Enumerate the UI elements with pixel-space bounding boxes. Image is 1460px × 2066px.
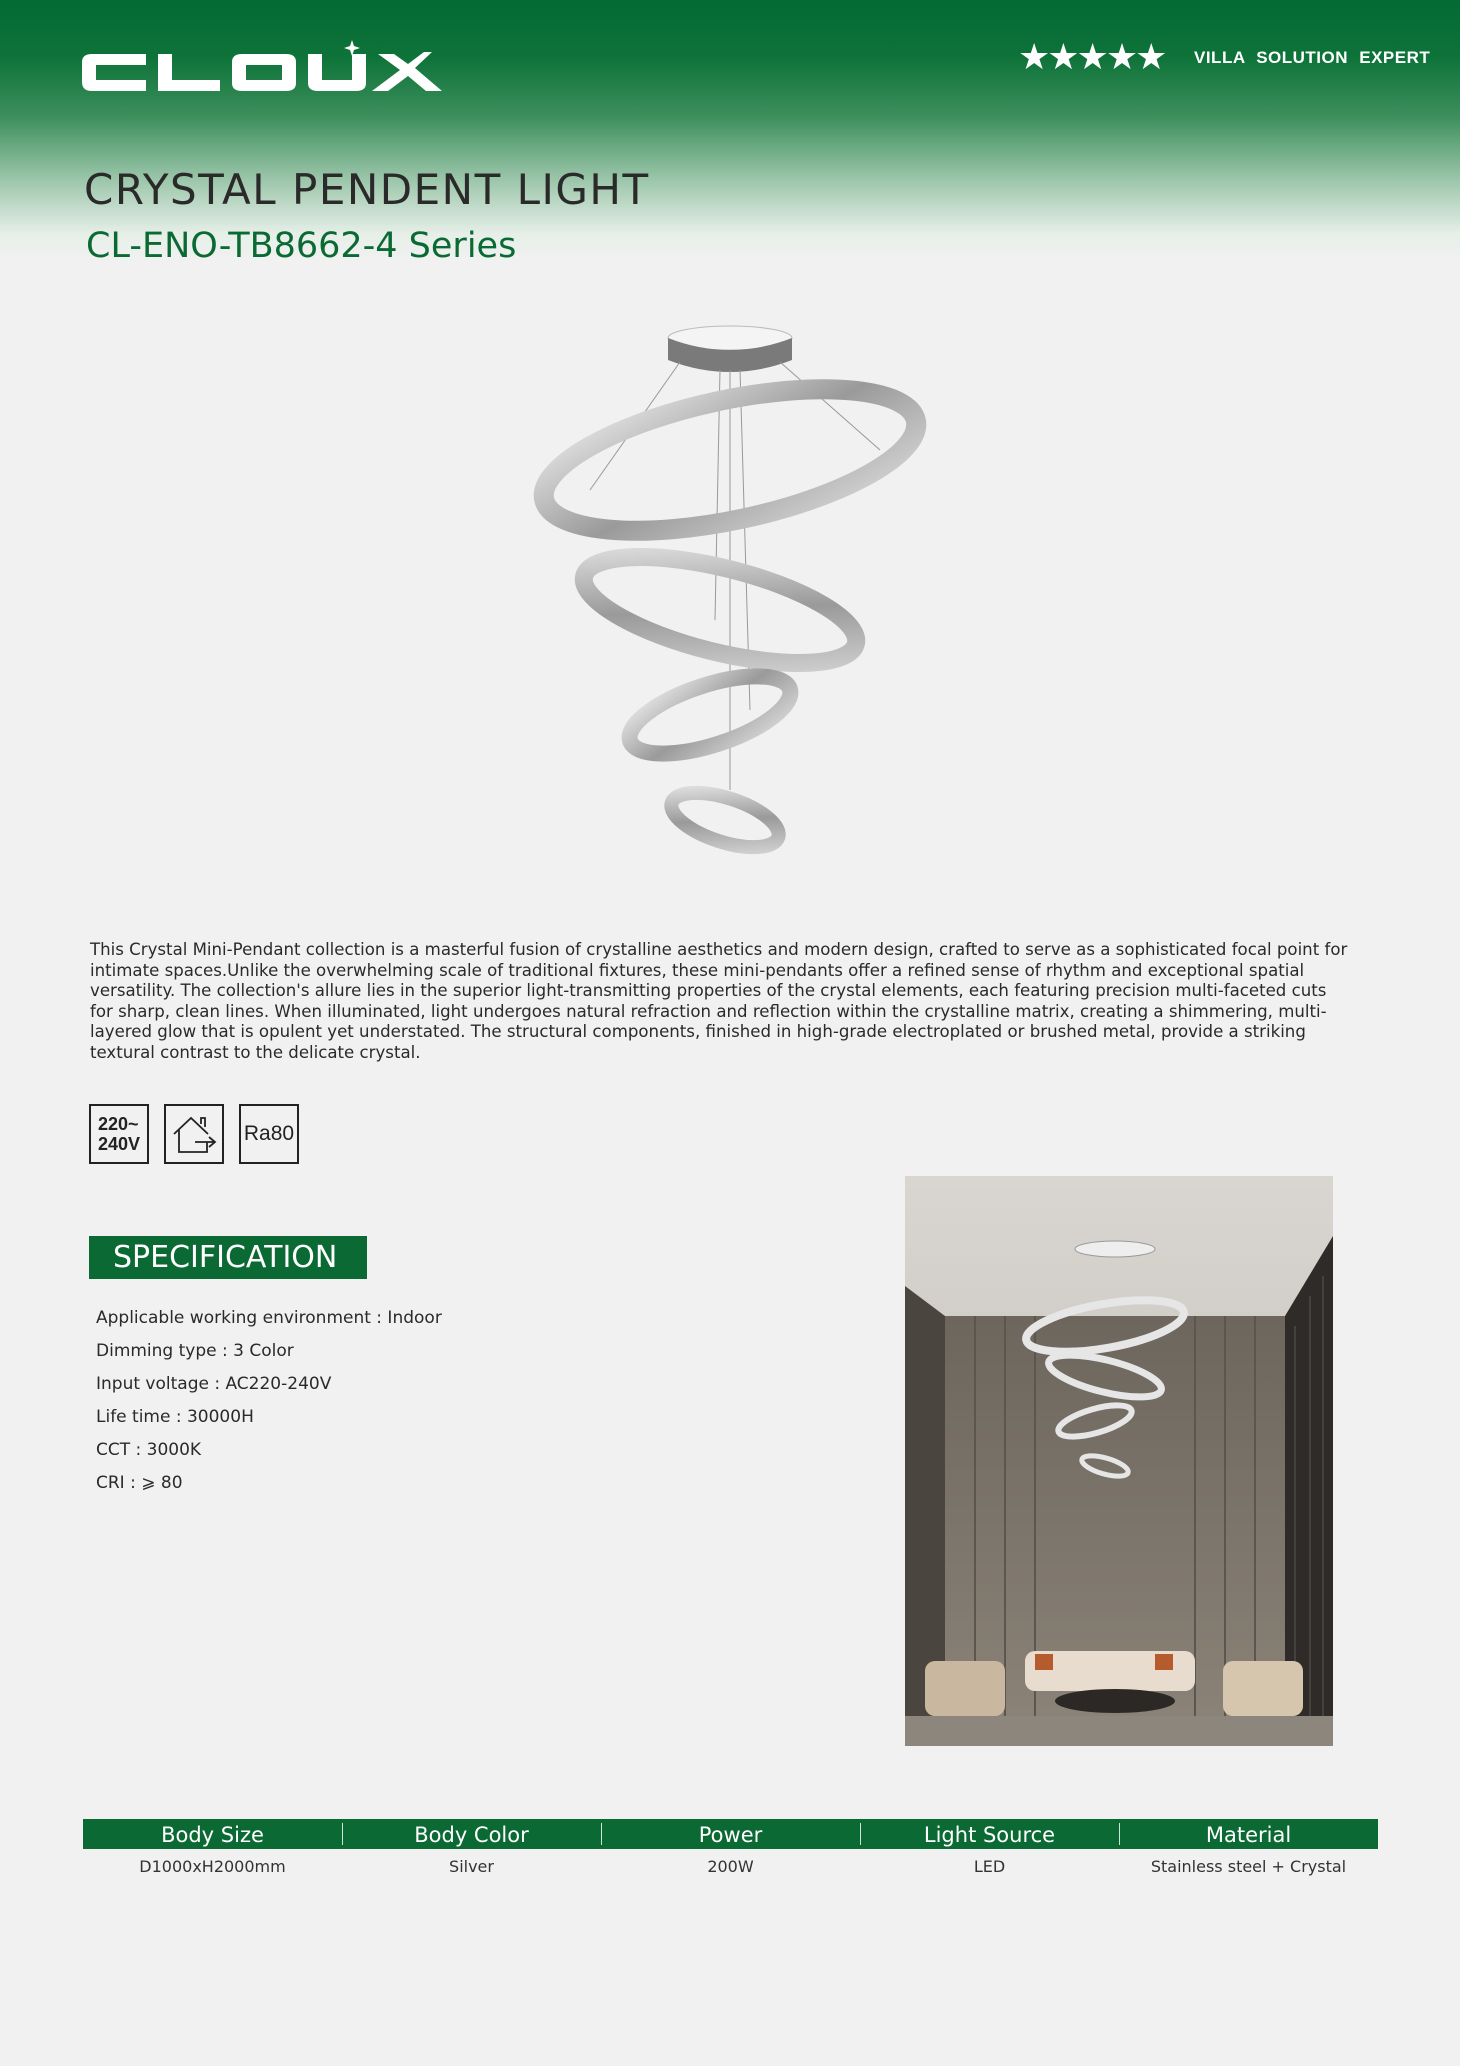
cell-power: 200W: [707, 1857, 754, 1876]
cell-body-color: Silver: [449, 1857, 494, 1876]
voltage-line-2: 240V: [97, 1134, 141, 1154]
spec-item: Input voltage : AC220-240V: [96, 1374, 332, 1394]
rating-stars: ★★★★★: [1018, 37, 1165, 78]
cri-label: Ra80: [243, 1122, 295, 1145]
column-header-power: Power: [601, 1819, 860, 1849]
specification-heading: SPECIFICATION: [89, 1236, 367, 1279]
indoor-badge: [164, 1104, 224, 1164]
cell-light-source: LED: [973, 1857, 1006, 1876]
page-title: CRYSTAL PENDENT LIGHT: [84, 165, 650, 214]
table-row: [83, 1849, 1378, 1885]
spec-table: [83, 1819, 1378, 1885]
spec-item: Life time : 30000H: [96, 1407, 254, 1427]
spec-item: Dimming type : 3 Color: [96, 1341, 294, 1361]
column-header-body-size: Body Size: [161, 1823, 264, 1847]
specification-list: [96, 1302, 442, 1500]
cell-material: Stainless steel + Crystal: [1150, 1857, 1347, 1876]
column-header-body-color: Body Color: [342, 1819, 601, 1849]
room-scene-image: [905, 1176, 1333, 1746]
brand-tagline: VILLA SOLUTION EXPERT: [1194, 48, 1431, 67]
product-description: This Crystal Mini-Pendant collection is a masterful fusion of crystalline aesthetics and modern design, crafted to serve as a sophisticated focal point for intimate spaces.Unlike the overwhelming scale of traditional fixtures, these mini-pendants offer a refined sense of rhythm and exceptional spatial versatility. The collection's allure lies in the superior light-transmitting properties of the crystal elements, each featuring precision multi-faceted cuts for sharp, clean lines. When illuminated, light undergoes natural refraction and reflection within the crystalline matrix, creating a shimmering, multi-layered glow that is opulent yet understated. The structural components, finished in high-grade electroplated or brushed metal, provide a striking textural contrast to the delicate crystal.: [90, 940, 1348, 1062]
spec-item: Applicable working environment : Indoor: [96, 1308, 442, 1328]
column-header-light-source: Light Source: [860, 1819, 1119, 1849]
cell-body-size: D1000xH2000mm: [139, 1857, 286, 1876]
column-header-material: Material: [1119, 1819, 1378, 1849]
cri-badge: [239, 1104, 299, 1164]
voltage-badge: [89, 1104, 149, 1164]
spec-item: CCT : 3000K: [96, 1440, 202, 1460]
product-image: [520, 310, 940, 870]
house-indoor-icon: [171, 1112, 217, 1156]
spec-item: CRI : ⩾ 80: [96, 1473, 183, 1493]
voltage-line-1: 220~: [97, 1114, 139, 1134]
header-banner: [0, 0, 1460, 260]
series-name: CL-ENO-TB8662-4 Series: [86, 226, 517, 266]
brand-logo: [82, 40, 442, 106]
table-header-row: [83, 1819, 1378, 1849]
